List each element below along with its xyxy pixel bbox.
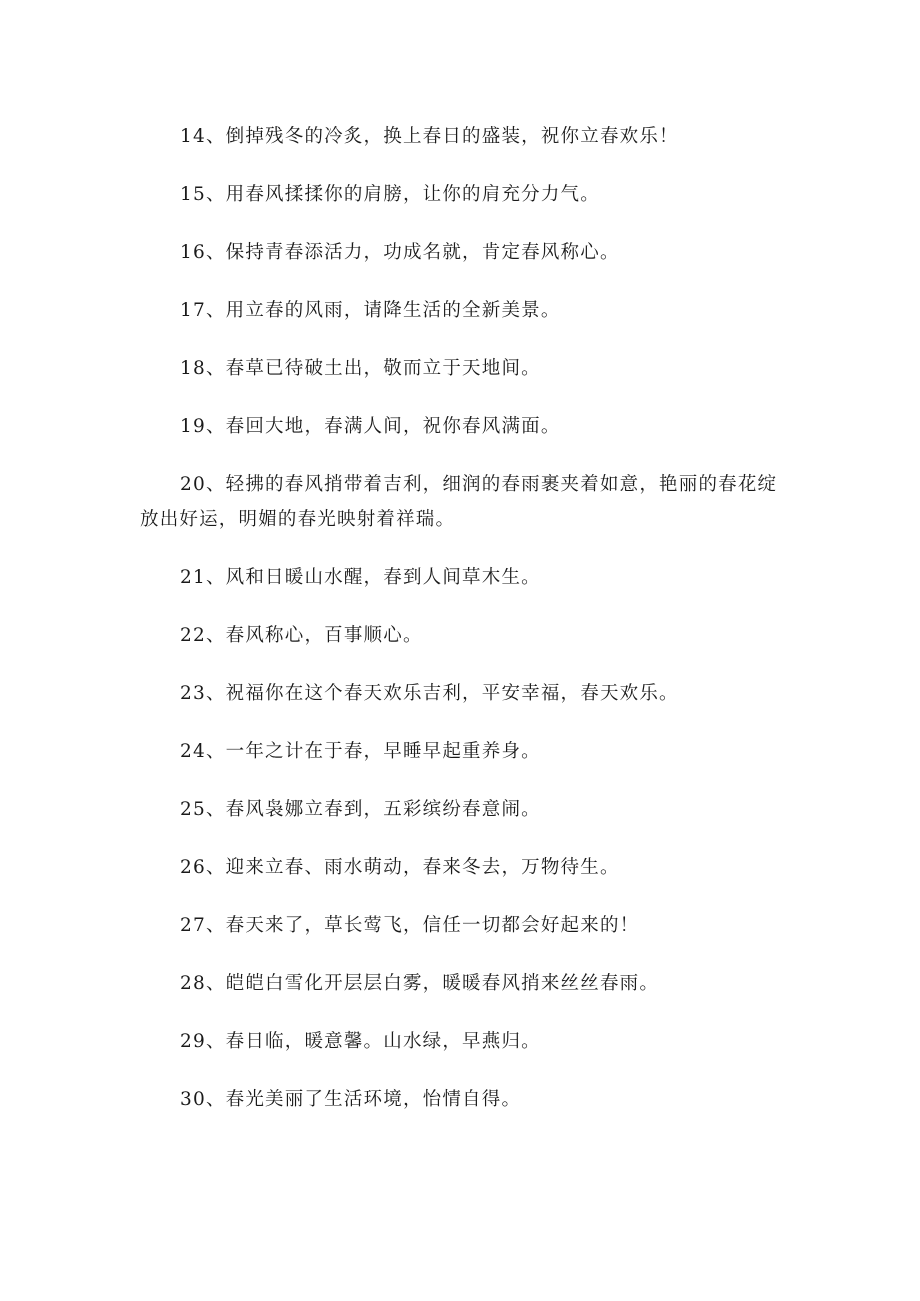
list-item: 28、皑皑白雪化开层层白雾，暖暖春风捎来丝丝春雨。 bbox=[180, 973, 660, 994]
list-item: 20、轻拂的春风捎带着吉利，细润的春雨裹夹着如意，艳丽的春花绽放出好运，明媚的春光映射着祥瑞。 bbox=[140, 474, 778, 530]
list-item: 21、风和日暖山水醒，春到人间草木生。 bbox=[180, 567, 541, 588]
list-item: 27、春天来了，草长莺飞，信任一切都会好起来的！ bbox=[180, 915, 640, 936]
greetings-list bbox=[140, 119, 780, 1140]
list-item: 18、春草已待破土出，敬而立于天地间。 bbox=[180, 358, 541, 379]
list-item: 22、春风称心，百事顺心。 bbox=[180, 625, 423, 646]
list-item: 24、一年之计在于春，早睡早起重养身。 bbox=[180, 741, 541, 762]
list-item: 16、保持青春添活力，功成名就，肯定春风称心。 bbox=[180, 242, 620, 263]
list-item: 14、倒掉残冬的冷炙，换上春日的盛装，祝你立春欢乐！ bbox=[180, 126, 679, 147]
list-item: 17、用立春的风雨，请降生活的全新美景。 bbox=[180, 300, 561, 321]
list-item: 19、春回大地，春满人间，祝你春风满面。 bbox=[180, 416, 561, 437]
list-item: 15、用春风揉揉你的肩膀，让你的肩充分力气。 bbox=[180, 184, 600, 205]
list-item: 23、祝福你在这个春天欢乐吉利，平安幸福，春天欢乐。 bbox=[180, 683, 679, 704]
list-item: 29、春日临，暖意馨。山水绿，早燕归。 bbox=[180, 1031, 541, 1052]
list-item: 30、春光美丽了生活环境，怡情自得。 bbox=[180, 1089, 522, 1110]
list-item: 26、迎来立春、雨水萌动，春来冬去，万物待生。 bbox=[180, 857, 620, 878]
list-item: 25、春风袅娜立春到，五彩缤纷春意闹。 bbox=[180, 799, 541, 820]
